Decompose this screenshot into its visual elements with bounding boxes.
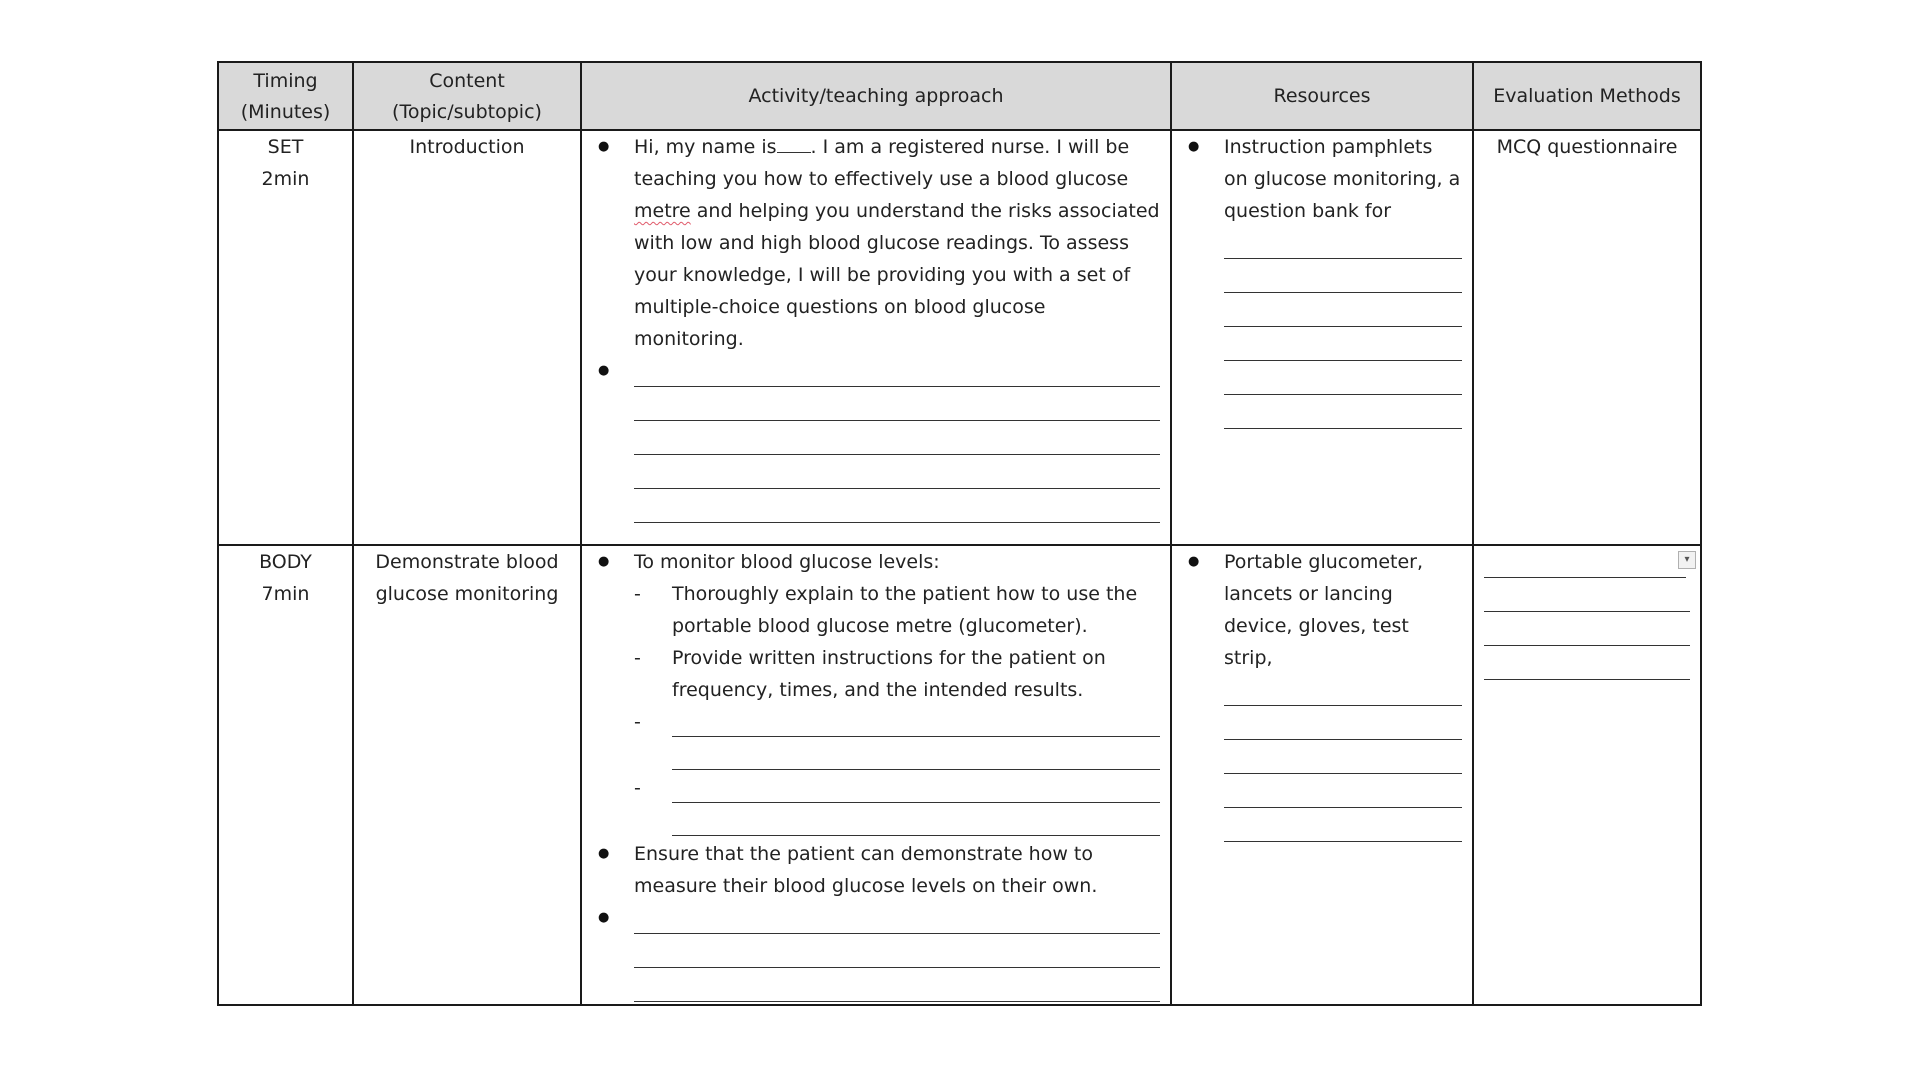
cell-timing-body[interactable] (218, 545, 353, 1005)
fill-in-line[interactable] (634, 491, 1160, 523)
cell-content-set[interactable] (353, 130, 581, 545)
fill-in-line[interactable] (1224, 810, 1462, 842)
activity-subitem-explain: - Thoroughly explain to the patient how to use the portable blood glucose metre (glucometer). (592, 578, 1160, 642)
fill-in-line[interactable] (634, 457, 1160, 489)
fill-in-line[interactable] (1224, 363, 1462, 395)
activity-subitem-blank (592, 706, 1160, 770)
fill-in-line[interactable] (672, 706, 1160, 737)
fill-in-line[interactable] (634, 936, 1160, 968)
activity-subitem-instructions: - Provide written instructions for the patient on frequency, times, and the intended results. (592, 642, 1160, 706)
cell-evaluation-body[interactable] (1473, 545, 1701, 1005)
activity-subitem-blank (592, 772, 1160, 836)
header-content-line1: Content (429, 69, 505, 92)
content-topic: Demonstrate blood glucose monitoring (375, 551, 559, 605)
fill-in-line[interactable] (1484, 614, 1690, 646)
timing-phase: BODY (259, 551, 312, 573)
fill-in-line[interactable] (1224, 776, 1462, 808)
intro-text-before: Hi, my name is (634, 136, 777, 158)
header-content[interactable] (353, 62, 581, 130)
fill-in-line[interactable] (1224, 295, 1462, 327)
fill-in-line[interactable] (1484, 648, 1690, 680)
evaluation-method: MCQ questionnaire (1496, 136, 1678, 158)
activity-bullet-intro (592, 131, 1160, 355)
dropdown-arrow-icon[interactable]: ▾ (1678, 551, 1696, 569)
fill-in-line[interactable] (672, 772, 1160, 803)
activity-bullet-blank (592, 355, 1160, 523)
activity-bullet-monitor: ● To monitor blood glucose levels: (592, 546, 1160, 578)
header-timing[interactable] (218, 62, 353, 130)
fill-in-line[interactable] (1224, 397, 1462, 429)
table-row-set (218, 130, 1701, 545)
fill-in-line[interactable] (634, 902, 1160, 934)
fill-in-line[interactable] (1224, 674, 1462, 706)
content-topic: Introduction (409, 136, 525, 158)
header-timing-line2: (Minutes) (240, 100, 331, 123)
cell-activity-set[interactable] (581, 130, 1171, 545)
timing-duration: 7min (261, 583, 310, 605)
fill-in-line[interactable] (634, 389, 1160, 421)
activity-bullet-blank (592, 902, 1160, 1002)
fill-in-line[interactable] (1224, 708, 1462, 740)
intro-text-after: . I am a registered nurse. I will be teaching you how to effectively use a blood glucose (634, 136, 1130, 190)
cell-content-body[interactable] (353, 545, 581, 1005)
resources-bullet (1182, 546, 1462, 842)
header-content-line2: (Topic/subtopic) (392, 100, 542, 123)
fill-in-line[interactable] (1224, 329, 1462, 361)
fill-in-line[interactable] (634, 355, 1160, 387)
name-blank[interactable] (777, 132, 811, 153)
resources-text: ● Portable glucometer, lancets or lancing device, gloves, test strip, (1224, 551, 1424, 669)
intro-text-end: and helping you understand the risks associated with low and high blood glucose readings. To assess your knowledge, I will be providing you with a set of multiple-choice questions on blood glucose monitoring. (634, 200, 1160, 350)
fill-in-line[interactable] (1224, 742, 1462, 774)
cell-activity-body[interactable] (581, 545, 1171, 1005)
cell-resources-set[interactable] (1171, 130, 1473, 545)
timing-phase: SET (267, 136, 304, 158)
fill-in-line[interactable] (1484, 580, 1690, 612)
fill-in-line[interactable] (634, 970, 1160, 1002)
header-row (218, 62, 1701, 130)
cell-evaluation-set[interactable] (1473, 130, 1701, 545)
spellcheck-underlined-word[interactable]: metre (634, 200, 691, 222)
fill-in-line[interactable] (672, 805, 1160, 836)
cell-timing-set[interactable] (218, 130, 353, 545)
lesson-plan-table (217, 61, 1702, 1006)
header-evaluation[interactable]: Evaluation Methods (1473, 62, 1701, 130)
resources-text: ● Instruction pamphlets on glucose monitoring, a question bank for (1224, 136, 1461, 222)
resources-bullet (1182, 131, 1462, 429)
fill-in-line[interactable] (1224, 227, 1462, 259)
fill-in-line[interactable] (634, 423, 1160, 455)
header-timing-line1: Timing (253, 69, 318, 92)
timing-duration: 2min (261, 168, 310, 190)
header-resources[interactable]: Resources (1171, 62, 1473, 130)
fill-in-line[interactable] (672, 739, 1160, 770)
cell-resources-body[interactable] (1171, 545, 1473, 1005)
table-row-body (218, 545, 1701, 1005)
fill-in-line[interactable] (1484, 546, 1686, 578)
fill-in-line[interactable] (1224, 261, 1462, 293)
activity-bullet-demonstrate: ● Ensure that the patient can demonstrate how to measure their blood glucose levels on their own. (592, 838, 1160, 902)
header-activity[interactable]: Activity/teaching approach (581, 62, 1171, 130)
